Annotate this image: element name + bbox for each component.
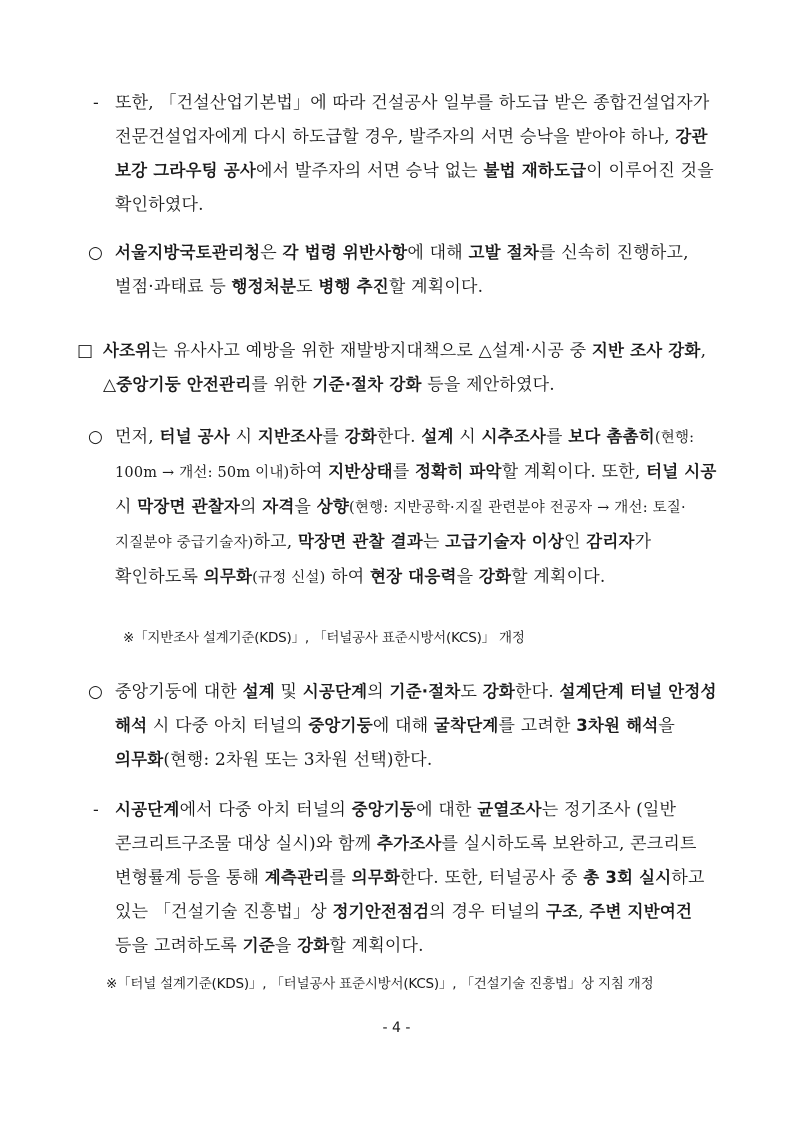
emphasis-text: 자격 <box>262 497 295 516</box>
emphasis-text: 중앙기둥 <box>308 716 373 735</box>
body-text: 를 <box>392 462 416 482</box>
body-text: 먼저, <box>115 427 160 447</box>
body-text: 를 <box>329 868 352 888</box>
body-text: 한다. <box>515 682 560 702</box>
paragraph-text <box>115 675 720 777</box>
bullet-paragraph-central-column <box>88 675 720 777</box>
dash-paragraph-construction-stage <box>93 793 720 963</box>
emphasis-text: 현장 대응력 <box>369 567 457 586</box>
body-text: 인 <box>564 532 587 552</box>
emphasis-text: 서울지방국토관리청 <box>115 243 261 262</box>
body-text: 할 계획이다. <box>388 277 484 297</box>
body-text: 하고 있는 「건설기술 진흥법」상 <box>115 868 705 922</box>
body-text: 을 <box>294 497 317 517</box>
emphasis-text: 총 3회 실시 <box>583 868 672 887</box>
circle-bullet: ○ <box>88 427 104 447</box>
body-text: 도 <box>460 682 483 702</box>
body-text: 는 정기조사 (일반 콘크리트구조물 대상 실시)와 함께 <box>115 800 677 854</box>
emphasis-text: 중앙기둥 <box>351 800 417 819</box>
body-text: 를 고려한 <box>498 716 577 736</box>
emphasis-text: 의무화 <box>115 750 164 769</box>
body-text: 에서 다중 아치 터널의 <box>179 800 352 820</box>
emphasis-text: 불법 재하도급 <box>483 161 587 180</box>
body-text: 의 <box>240 497 263 517</box>
body-text: 하여 <box>289 462 329 482</box>
emphasis-text: 의무화 <box>203 567 253 586</box>
body-text: 하고, <box>253 532 298 552</box>
body-text: (현행: 100m → 개선: 50m 이내) <box>115 430 695 481</box>
note-standards-revision-2: ※「터널 설계기준(KDS)」, 「터널공사 표준시방서(KCS)」, 「건설기술 진흥법」상 지침 개정 <box>106 976 654 992</box>
section-paragraph-recommendations <box>77 334 720 402</box>
body-text: 하여 <box>325 567 370 587</box>
body-text: 등을 제안하였다. <box>421 375 555 395</box>
body-text: 에 대해 <box>372 716 434 736</box>
emphasis-text: 사조위 <box>103 341 152 360</box>
body-text: , △ <box>103 341 707 395</box>
body-text: 을 <box>456 567 479 587</box>
body-text: 한다. 또한, 터널공사 중 <box>400 868 584 888</box>
emphasis-text: 시공단계 <box>302 682 368 701</box>
body-text: 중앙기둥에 대한 <box>115 682 243 702</box>
body-text: 를 <box>546 427 569 447</box>
paragraph-text <box>103 334 720 402</box>
emphasis-text: 중앙기둥 안전관리 <box>116 375 252 394</box>
body-text: 시 <box>453 427 482 447</box>
note-standards-revision-1: ※「지반조사 설계기준(KDS)」, 「터널공사 표준시방서(KCS)」 개정 <box>123 630 525 646</box>
emphasis-text: 병행 추진 <box>318 277 389 296</box>
body-text: 시 다중 아치 터널의 <box>147 716 309 736</box>
emphasis-text: 강화 <box>478 567 512 586</box>
body-text: 등을 고려하도록 <box>115 936 243 956</box>
body-text: 를 실시하도록 보완하고, 콘크리트 변형률계 등을 통해 <box>115 834 697 888</box>
emphasis-text: 설계 <box>421 427 454 446</box>
emphasis-text: 행정처분 <box>231 277 297 296</box>
circle-bullet: ○ <box>88 243 104 263</box>
emphasis-text: 균열조사 <box>477 800 542 819</box>
emphasis-text: 지반 조사 강화 <box>591 341 701 360</box>
emphasis-text: 설계단계 터널 안정성 해석 <box>115 682 717 735</box>
paragraph-text <box>115 793 720 963</box>
body-text: 에 대한 <box>416 800 478 820</box>
body-text: 의 경우 터널의 <box>429 902 546 922</box>
emphasis-text: 막장면 관찰 결과 <box>297 532 423 551</box>
emphasis-text: 굴착단계 <box>433 716 499 735</box>
body-text: 이 이루어진 것을 확인하였다. <box>115 161 714 215</box>
body-text: 시 <box>115 497 138 517</box>
body-text: 를 <box>322 427 345 447</box>
emphasis-text: 강화 <box>482 682 516 701</box>
body-text: (규정 신설) <box>252 570 326 586</box>
emphasis-text: 기준 <box>242 936 275 955</box>
bullet-paragraph-ground-survey <box>88 420 720 595</box>
body-text: 를 위한 <box>251 375 313 395</box>
body-text: (현행: 지반공학·지질 관련분야 전공자 → 개선: 토질·지질분야 중급기술자) <box>115 500 686 551</box>
emphasis-text: 의무화 <box>351 868 401 887</box>
body-text: 시 <box>229 427 258 447</box>
emphasis-text: 정기안전점검 <box>332 902 430 921</box>
body-text: 는 <box>422 532 446 552</box>
dash-bullet: - <box>93 93 99 113</box>
square-bullet: □ <box>77 341 94 361</box>
paragraph-text <box>115 86 720 222</box>
body-text: 을 <box>658 716 675 736</box>
emphasis-text: 보다 촘촘히 <box>568 427 655 446</box>
emphasis-text: 시추조사 <box>481 427 547 446</box>
body-text: 한다. <box>376 427 422 447</box>
emphasis-text: 터널 공사 <box>159 427 230 446</box>
body-text: 을 <box>274 936 298 956</box>
body-text: 의 <box>367 682 390 702</box>
body-text: , <box>578 902 590 922</box>
emphasis-text: 상향 <box>316 497 350 516</box>
emphasis-text: 고발 절차 <box>468 243 539 262</box>
emphasis-text: 3차원 해석 <box>576 716 659 735</box>
emphasis-text: 각 법령 위반사항 <box>282 243 408 262</box>
body-text: 에서 발주자의 서면 승낙 없는 <box>256 161 484 181</box>
bullet-paragraph-legal-action <box>88 236 713 304</box>
body-text: 는 유사사고 예방을 위한 재발방지대책으로 △설계·시공 중 <box>151 341 592 361</box>
dash-bullet: - <box>93 800 99 820</box>
emphasis-text: 강화 <box>297 936 330 955</box>
body-text: 를 신속히 진행하고, 벌점·과태료 등 <box>115 243 689 297</box>
emphasis-text: 기준·절차 <box>389 682 461 701</box>
body-text: 할 계획이다. 또한, <box>501 462 647 482</box>
emphasis-text: 강화 <box>344 427 377 446</box>
paragraph-text <box>115 420 720 595</box>
emphasis-text: 감리자 <box>586 532 635 551</box>
emphasis-text: 구조 <box>545 902 579 921</box>
emphasis-text: 설계 <box>242 682 275 701</box>
emphasis-text: 계측관리 <box>264 868 330 887</box>
circle-bullet: ○ <box>88 682 104 702</box>
body-text: (현행: 2차원 또는 3차원 선택)한다. <box>163 750 433 770</box>
body-text: 가 확인하도록 <box>115 532 652 587</box>
body-text: 은 <box>260 243 283 263</box>
emphasis-text: 지반조사 <box>257 427 323 446</box>
body-text: 에 대해 <box>407 243 469 263</box>
emphasis-text: 고급기술자 이상 <box>445 532 565 551</box>
emphasis-text: 기준·절차 강화 <box>312 375 422 394</box>
body-text: 및 <box>274 682 303 702</box>
body-text: 도 <box>296 277 319 297</box>
page-number: - 4 - <box>382 1020 411 1036</box>
emphasis-text: 막장면 관찰자 <box>137 497 241 516</box>
emphasis-text: 터널 시공 <box>646 462 717 481</box>
emphasis-text: 정확히 파악 <box>415 462 502 481</box>
body-text: 할 계획이다. <box>329 936 424 956</box>
emphasis-text: 강관 보강 그라우팅 공사 <box>115 127 708 180</box>
emphasis-text: 시공단계 <box>115 800 180 819</box>
emphasis-text: 추가조사 <box>376 834 442 853</box>
paragraph-text <box>115 236 713 304</box>
body-text: 할 계획이다. <box>511 567 606 587</box>
emphasis-text: 주변 지반여건 <box>589 902 693 921</box>
body-text: 또한, 「건설산업기본법」에 따라 건설공사 일부를 하도급 받은 종합건설업자가 전문건설업자에게 다시 하도급할 경우, 발주자의 서면 승낙을 받아야 하나, <box>115 93 710 147</box>
dash-paragraph-illegal-subcontract <box>93 86 720 222</box>
emphasis-text: 지반상태 <box>328 462 393 481</box>
